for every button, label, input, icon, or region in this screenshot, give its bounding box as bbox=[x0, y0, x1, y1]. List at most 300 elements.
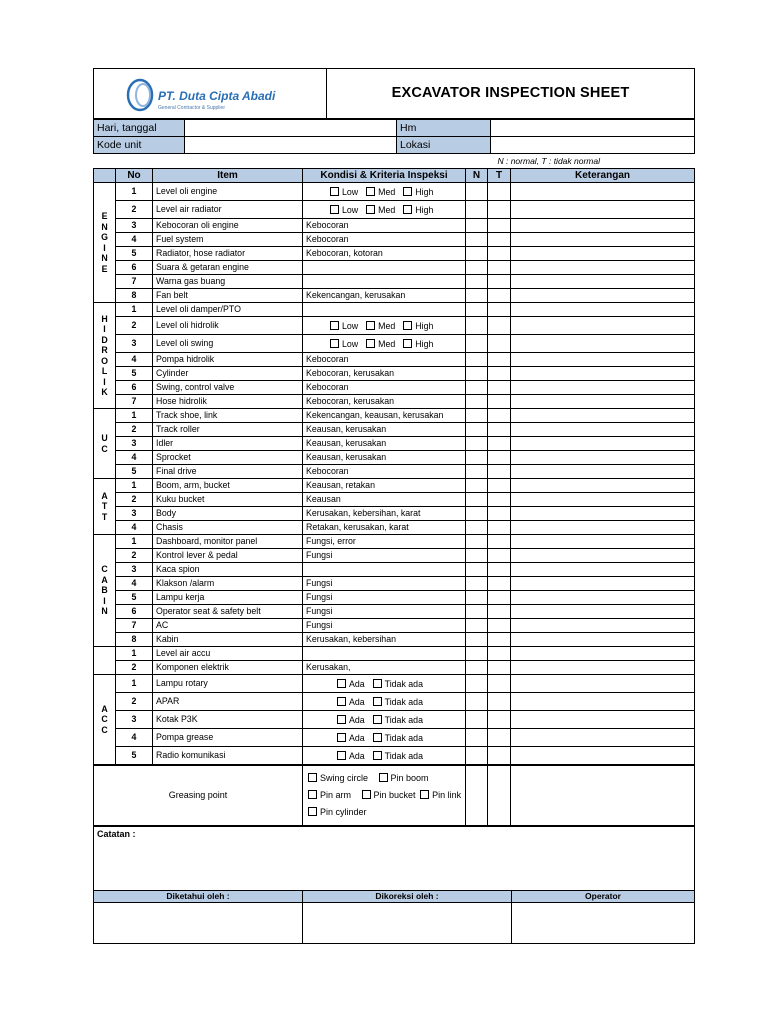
item-t-cell[interactable] bbox=[488, 451, 511, 465]
item-kondisi: Fungsi bbox=[303, 577, 466, 591]
item-kondisi: Kebocoran bbox=[303, 465, 466, 479]
item-t-cell[interactable] bbox=[488, 183, 511, 201]
col-keterangan: Keterangan bbox=[511, 169, 695, 183]
item-kondisi: Keausan bbox=[303, 493, 466, 507]
greasing-n[interactable] bbox=[466, 766, 488, 826]
item-keterangan-cell[interactable] bbox=[511, 747, 695, 765]
item-name: Kotak P3K bbox=[153, 711, 303, 729]
item-keterangan-cell[interactable] bbox=[511, 353, 695, 367]
item-no: 2 bbox=[116, 493, 153, 507]
item-n-cell[interactable] bbox=[466, 395, 488, 409]
item-n-cell[interactable] bbox=[466, 261, 488, 275]
item-keterangan-cell[interactable] bbox=[511, 201, 695, 219]
item-no: 1 bbox=[116, 183, 153, 201]
item-n-cell[interactable] bbox=[466, 711, 488, 729]
item-n-cell[interactable] bbox=[466, 493, 488, 507]
table-row bbox=[94, 493, 695, 507]
table-row bbox=[94, 647, 695, 661]
item-n-cell[interactable] bbox=[466, 647, 488, 661]
item-no: 2 bbox=[116, 661, 153, 675]
item-kondisi: Kekencangan, keausan, kerusakan bbox=[303, 409, 466, 423]
item-kondisi: Kebocoran, kerusakan bbox=[303, 395, 466, 409]
item-name: Dashboard, monitor panel bbox=[153, 535, 303, 549]
inspection-sheet bbox=[93, 68, 695, 944]
item-name: Operator seat & safety belt bbox=[153, 605, 303, 619]
item-no: 4 bbox=[116, 451, 153, 465]
item-keterangan-cell[interactable] bbox=[511, 549, 695, 563]
level-high-checkbox[interactable]: High bbox=[401, 205, 433, 215]
item-t-cell[interactable] bbox=[488, 381, 511, 395]
section-label: E N G I N E bbox=[94, 183, 116, 303]
item-t-cell[interactable] bbox=[488, 549, 511, 563]
item-keterangan-cell[interactable] bbox=[511, 219, 695, 233]
item-no: 6 bbox=[116, 261, 153, 275]
info-table bbox=[93, 119, 695, 154]
item-t-cell[interactable] bbox=[488, 507, 511, 521]
item-keterangan-cell[interactable] bbox=[511, 479, 695, 493]
item-kondisi: Fungsi bbox=[303, 619, 466, 633]
item-keterangan-cell[interactable] bbox=[511, 367, 695, 381]
lokasi-field[interactable] bbox=[491, 137, 695, 154]
level-med-checkbox[interactable]: Med bbox=[364, 321, 395, 331]
item-n-cell[interactable] bbox=[466, 317, 488, 335]
item-t-cell[interactable] bbox=[488, 661, 511, 675]
item-n-cell[interactable] bbox=[466, 437, 488, 451]
table-row bbox=[94, 633, 695, 647]
item-n-cell[interactable] bbox=[466, 183, 488, 201]
ada-ada-checkbox[interactable]: Ada bbox=[335, 751, 365, 761]
item-t-cell[interactable] bbox=[488, 289, 511, 303]
item-n-cell[interactable] bbox=[466, 465, 488, 479]
col-no: No bbox=[116, 169, 153, 183]
table-row bbox=[94, 409, 695, 423]
item-keterangan-cell[interactable] bbox=[511, 423, 695, 437]
item-n-cell[interactable] bbox=[466, 633, 488, 647]
item-n-cell[interactable] bbox=[466, 605, 488, 619]
item-t-cell[interactable] bbox=[488, 247, 511, 261]
item-keterangan-cell[interactable] bbox=[511, 521, 695, 535]
item-t-cell[interactable] bbox=[488, 201, 511, 219]
item-name: Chasis bbox=[153, 521, 303, 535]
cb-pin-boom[interactable]: Pin boom bbox=[377, 773, 429, 783]
item-keterangan-cell[interactable] bbox=[511, 465, 695, 479]
greasing-label: Greasing point bbox=[94, 766, 303, 826]
item-kondisi bbox=[303, 201, 466, 219]
item-name: Radiator, hose radiator bbox=[153, 247, 303, 261]
item-t-cell[interactable] bbox=[488, 535, 511, 549]
item-name: Pompa grease bbox=[153, 729, 303, 747]
col-t: T bbox=[488, 169, 511, 183]
item-kondisi: Kebocoran, kotoran bbox=[303, 247, 466, 261]
operator-label: Operator bbox=[512, 891, 695, 903]
item-no: 1 bbox=[116, 535, 153, 549]
header-table bbox=[93, 68, 695, 119]
lokasi-label: Lokasi bbox=[397, 137, 491, 154]
level-high-checkbox[interactable]: High bbox=[401, 339, 433, 349]
ada-ada-checkbox[interactable]: Ada bbox=[335, 697, 365, 707]
item-name: Pompa hidrolik bbox=[153, 353, 303, 367]
sheet-title: EXCAVATOR INSPECTION SHEET bbox=[327, 69, 695, 119]
item-no: 5 bbox=[116, 247, 153, 261]
item-name: Sprocket bbox=[153, 451, 303, 465]
item-n-cell[interactable] bbox=[466, 201, 488, 219]
col-section bbox=[94, 169, 116, 183]
item-keterangan-cell[interactable] bbox=[511, 275, 695, 289]
item-keterangan-cell[interactable] bbox=[511, 605, 695, 619]
item-name: Cylinder bbox=[153, 367, 303, 381]
item-no: 3 bbox=[116, 711, 153, 729]
item-no: 2 bbox=[116, 317, 153, 335]
item-name: Kabin bbox=[153, 633, 303, 647]
item-t-cell[interactable] bbox=[488, 633, 511, 647]
item-t-cell[interactable] bbox=[488, 675, 511, 693]
item-n-cell[interactable] bbox=[466, 335, 488, 353]
item-t-cell[interactable] bbox=[488, 335, 511, 353]
item-keterangan-cell[interactable] bbox=[511, 711, 695, 729]
item-no: 2 bbox=[116, 423, 153, 437]
hm-label: Hm bbox=[397, 120, 491, 137]
item-n-cell[interactable] bbox=[466, 451, 488, 465]
item-no: 7 bbox=[116, 275, 153, 289]
item-n-cell[interactable] bbox=[466, 591, 488, 605]
item-kondisi: Fungsi bbox=[303, 605, 466, 619]
item-t-cell[interactable] bbox=[488, 275, 511, 289]
table-row bbox=[94, 183, 695, 201]
logo-tagline: General Contractor & Supplier bbox=[158, 105, 225, 111]
table-row bbox=[94, 247, 695, 261]
item-no: 3 bbox=[116, 507, 153, 521]
item-keterangan-cell[interactable] bbox=[511, 261, 695, 275]
item-no: 5 bbox=[116, 747, 153, 765]
item-kondisi bbox=[303, 693, 466, 711]
item-t-cell[interactable] bbox=[488, 423, 511, 437]
item-no: 4 bbox=[116, 577, 153, 591]
hm-field[interactable] bbox=[491, 120, 695, 137]
ada-ada-checkbox[interactable]: Ada bbox=[335, 715, 365, 725]
table-row bbox=[94, 675, 695, 693]
item-keterangan-cell[interactable] bbox=[511, 647, 695, 661]
item-n-cell[interactable] bbox=[466, 693, 488, 711]
table-row bbox=[94, 563, 695, 577]
table-row bbox=[94, 591, 695, 605]
greasing-t[interactable] bbox=[488, 766, 511, 826]
item-keterangan-cell[interactable] bbox=[511, 451, 695, 465]
table-row bbox=[94, 303, 695, 317]
item-t-cell[interactable] bbox=[488, 747, 511, 765]
item-no: 4 bbox=[116, 353, 153, 367]
ada-tidak-ada-checkbox[interactable]: Tidak ada bbox=[371, 679, 423, 689]
table-row bbox=[94, 353, 695, 367]
item-kondisi: Keausan, kerusakan bbox=[303, 423, 466, 437]
item-name: Track shoe, link bbox=[153, 409, 303, 423]
item-name: Kebocoran oli engine bbox=[153, 219, 303, 233]
item-kondisi: Kebocoran bbox=[303, 381, 466, 395]
cb-pin-arm[interactable]: Pin arm bbox=[306, 790, 351, 800]
table-row bbox=[94, 395, 695, 409]
level-high-checkbox[interactable]: High bbox=[401, 321, 433, 331]
level-high-checkbox[interactable]: High bbox=[401, 187, 433, 197]
table-row bbox=[94, 437, 695, 451]
item-keterangan-cell[interactable] bbox=[511, 729, 695, 747]
table-row bbox=[94, 711, 695, 729]
item-n-cell[interactable] bbox=[466, 729, 488, 747]
item-n-cell[interactable] bbox=[466, 353, 488, 367]
dikoreksi-label: Dikoreksi oleh : bbox=[303, 891, 512, 903]
item-n-cell[interactable] bbox=[466, 675, 488, 693]
item-keterangan-cell[interactable] bbox=[511, 303, 695, 317]
table-row bbox=[94, 289, 695, 303]
table-row bbox=[94, 661, 695, 675]
item-keterangan-cell[interactable] bbox=[511, 619, 695, 633]
item-kondisi: Kerusakan, bbox=[303, 661, 466, 675]
item-no: 6 bbox=[116, 605, 153, 619]
item-t-cell[interactable] bbox=[488, 219, 511, 233]
ada-ada-checkbox[interactable]: Ada bbox=[335, 679, 365, 689]
ada-tidak-ada-checkbox[interactable]: Tidak ada bbox=[371, 733, 423, 743]
footer-table bbox=[93, 826, 695, 944]
item-t-cell[interactable] bbox=[488, 647, 511, 661]
item-t-cell[interactable] bbox=[488, 261, 511, 275]
item-name: Hose hidrolik bbox=[153, 395, 303, 409]
table-row bbox=[94, 261, 695, 275]
item-t-cell[interactable] bbox=[488, 367, 511, 381]
item-t-cell[interactable] bbox=[488, 577, 511, 591]
item-keterangan-cell[interactable] bbox=[511, 437, 695, 451]
item-t-cell[interactable] bbox=[488, 465, 511, 479]
item-keterangan-cell[interactable] bbox=[511, 563, 695, 577]
cb-pin-bucket[interactable]: Pin bucket bbox=[360, 790, 416, 800]
item-name: Boom, arm, bucket bbox=[153, 479, 303, 493]
item-no: 4 bbox=[116, 521, 153, 535]
section-label: C A B I N bbox=[94, 535, 116, 647]
table-row bbox=[94, 451, 695, 465]
item-t-cell[interactable] bbox=[488, 563, 511, 577]
item-kondisi: Fungsi bbox=[303, 591, 466, 605]
item-keterangan-cell[interactable] bbox=[511, 661, 695, 675]
section-label: U C bbox=[94, 409, 116, 479]
item-t-cell[interactable] bbox=[488, 409, 511, 423]
item-no: 1 bbox=[116, 409, 153, 423]
item-no: 1 bbox=[116, 479, 153, 493]
table-row bbox=[94, 693, 695, 711]
section-label: H I D R O L I K bbox=[94, 303, 116, 409]
item-n-cell[interactable] bbox=[466, 521, 488, 535]
diketahui-label: Diketahui oleh : bbox=[94, 891, 303, 903]
item-kondisi bbox=[303, 675, 466, 693]
item-kondisi: Kebocoran bbox=[303, 219, 466, 233]
item-t-cell[interactable] bbox=[488, 493, 511, 507]
item-no: 5 bbox=[116, 465, 153, 479]
item-kondisi: Kebocoran bbox=[303, 233, 466, 247]
item-t-cell[interactable] bbox=[488, 521, 511, 535]
item-kondisi bbox=[303, 729, 466, 747]
item-keterangan-cell[interactable] bbox=[511, 591, 695, 605]
item-name: Warna gas buang bbox=[153, 275, 303, 289]
level-med-checkbox[interactable]: Med bbox=[364, 339, 395, 349]
item-no: 7 bbox=[116, 619, 153, 633]
item-no: 3 bbox=[116, 437, 153, 451]
item-kondisi bbox=[303, 261, 466, 275]
item-kondisi: Keausan, kerusakan bbox=[303, 451, 466, 465]
item-keterangan-cell[interactable] bbox=[511, 247, 695, 261]
item-t-cell[interactable] bbox=[488, 693, 511, 711]
table-row bbox=[94, 275, 695, 289]
item-no: 3 bbox=[116, 219, 153, 233]
item-n-cell[interactable] bbox=[466, 661, 488, 675]
item-name: Level oli hidrolik bbox=[153, 317, 303, 335]
item-n-cell[interactable] bbox=[466, 409, 488, 423]
item-keterangan-cell[interactable] bbox=[511, 675, 695, 693]
item-name: Track roller bbox=[153, 423, 303, 437]
item-t-cell[interactable] bbox=[488, 395, 511, 409]
item-no: 3 bbox=[116, 335, 153, 353]
item-n-cell[interactable] bbox=[466, 289, 488, 303]
item-n-cell[interactable] bbox=[466, 747, 488, 765]
item-n-cell[interactable] bbox=[466, 479, 488, 493]
item-n-cell[interactable] bbox=[466, 367, 488, 381]
greasing-table bbox=[93, 765, 695, 826]
item-no: 8 bbox=[116, 633, 153, 647]
item-n-cell[interactable] bbox=[466, 219, 488, 233]
item-keterangan-cell[interactable] bbox=[511, 289, 695, 303]
item-no: 7 bbox=[116, 395, 153, 409]
item-name: Suara & getaran engine bbox=[153, 261, 303, 275]
section-label: A C C bbox=[94, 675, 116, 765]
item-name: Lampu kerja bbox=[153, 591, 303, 605]
item-keterangan-cell[interactable] bbox=[511, 633, 695, 647]
item-t-cell[interactable] bbox=[488, 303, 511, 317]
item-n-cell[interactable] bbox=[466, 275, 488, 289]
item-kondisi: Kekencangan, kerusakan bbox=[303, 289, 466, 303]
hari-tanggal-field[interactable] bbox=[185, 120, 397, 137]
item-n-cell[interactable] bbox=[466, 233, 488, 247]
item-n-cell[interactable] bbox=[466, 535, 488, 549]
item-n-cell[interactable] bbox=[466, 577, 488, 591]
table-row bbox=[94, 335, 695, 353]
item-keterangan-cell[interactable] bbox=[511, 577, 695, 591]
item-t-cell[interactable] bbox=[488, 729, 511, 747]
item-kondisi: Kebocoran bbox=[303, 353, 466, 367]
greasing-options bbox=[303, 766, 466, 826]
item-no: 2 bbox=[116, 549, 153, 563]
item-name: Body bbox=[153, 507, 303, 521]
item-kondisi bbox=[303, 183, 466, 201]
item-name: Level air radiator bbox=[153, 201, 303, 219]
item-t-cell[interactable] bbox=[488, 605, 511, 619]
section-label bbox=[94, 647, 116, 675]
item-keterangan-cell[interactable] bbox=[511, 395, 695, 409]
level-low-checkbox[interactable]: Low bbox=[328, 187, 358, 197]
item-name: Swing, control valve bbox=[153, 381, 303, 395]
cb-pin-cylinder[interactable]: Pin cylinder bbox=[306, 807, 367, 817]
item-keterangan-cell[interactable] bbox=[511, 317, 695, 335]
ada-tidak-ada-checkbox[interactable]: Tidak ada bbox=[371, 715, 423, 725]
table-row bbox=[94, 423, 695, 437]
operator-signature[interactable] bbox=[512, 903, 695, 944]
catatan-field[interactable]: Catatan : bbox=[94, 827, 695, 891]
kode-unit-field[interactable] bbox=[185, 137, 397, 154]
item-keterangan-cell[interactable] bbox=[511, 693, 695, 711]
item-keterangan-cell[interactable] bbox=[511, 183, 695, 201]
ada-tidak-ada-checkbox[interactable]: Tidak ada bbox=[371, 751, 423, 761]
item-n-cell[interactable] bbox=[466, 303, 488, 317]
item-kondisi bbox=[303, 563, 466, 577]
item-no: 4 bbox=[116, 233, 153, 247]
item-n-cell[interactable] bbox=[466, 247, 488, 261]
cb-pin-link[interactable]: Pin link bbox=[418, 790, 461, 800]
cb-swing-circle[interactable]: Swing circle bbox=[306, 773, 368, 783]
dikoreksi-signature[interactable] bbox=[303, 903, 512, 944]
inspection-table bbox=[93, 168, 695, 765]
item-n-cell[interactable] bbox=[466, 563, 488, 577]
ada-tidak-ada-checkbox[interactable]: Tidak ada bbox=[371, 697, 423, 707]
item-t-cell[interactable] bbox=[488, 233, 511, 247]
table-row bbox=[94, 367, 695, 381]
item-kondisi: Keausan, retakan bbox=[303, 479, 466, 493]
item-keterangan-cell[interactable] bbox=[511, 335, 695, 353]
level-med-checkbox[interactable]: Med bbox=[364, 205, 395, 215]
item-no: 1 bbox=[116, 675, 153, 693]
ada-ada-checkbox[interactable]: Ada bbox=[335, 733, 365, 743]
item-t-cell[interactable] bbox=[488, 479, 511, 493]
item-t-cell[interactable] bbox=[488, 437, 511, 451]
item-keterangan-cell[interactable] bbox=[511, 493, 695, 507]
item-kondisi: Kerusakan, kebersihan bbox=[303, 633, 466, 647]
item-no: 2 bbox=[116, 201, 153, 219]
item-name: Idler bbox=[153, 437, 303, 451]
table-row bbox=[94, 219, 695, 233]
item-name: Komponen elektrik bbox=[153, 661, 303, 675]
table-row bbox=[94, 479, 695, 493]
table-row bbox=[94, 381, 695, 395]
table-row bbox=[94, 201, 695, 219]
level-low-checkbox[interactable]: Low bbox=[328, 321, 358, 331]
item-keterangan-cell[interactable] bbox=[511, 507, 695, 521]
item-keterangan-cell[interactable] bbox=[511, 535, 695, 549]
table-row bbox=[94, 233, 695, 247]
item-t-cell[interactable] bbox=[488, 353, 511, 367]
item-n-cell[interactable] bbox=[466, 549, 488, 563]
logo-cell bbox=[94, 69, 327, 119]
item-name: APAR bbox=[153, 693, 303, 711]
item-n-cell[interactable] bbox=[466, 381, 488, 395]
item-name: Kaca spion bbox=[153, 563, 303, 577]
col-item: Item bbox=[153, 169, 303, 183]
item-no: 8 bbox=[116, 289, 153, 303]
item-n-cell[interactable] bbox=[466, 619, 488, 633]
item-keterangan-cell[interactable] bbox=[511, 381, 695, 395]
item-t-cell[interactable] bbox=[488, 619, 511, 633]
level-low-checkbox[interactable]: Low bbox=[328, 339, 358, 349]
item-n-cell[interactable] bbox=[466, 423, 488, 437]
item-kondisi: Kerusakan, kebersihan, karat bbox=[303, 507, 466, 521]
item-name: Lampu rotary bbox=[153, 675, 303, 693]
level-med-checkbox[interactable]: Med bbox=[364, 187, 395, 197]
item-keterangan-cell[interactable] bbox=[511, 409, 695, 423]
item-no: 5 bbox=[116, 367, 153, 381]
item-t-cell[interactable] bbox=[488, 317, 511, 335]
diketahui-signature[interactable] bbox=[94, 903, 303, 944]
item-t-cell[interactable] bbox=[488, 591, 511, 605]
item-kondisi: Fungsi, error bbox=[303, 535, 466, 549]
item-t-cell[interactable] bbox=[488, 711, 511, 729]
item-n-cell[interactable] bbox=[466, 507, 488, 521]
item-keterangan-cell[interactable] bbox=[511, 233, 695, 247]
hari-tanggal-label: Hari, tanggal bbox=[94, 120, 185, 137]
item-name: Fuel system bbox=[153, 233, 303, 247]
level-low-checkbox[interactable]: Low bbox=[328, 205, 358, 215]
greasing-keterangan[interactable] bbox=[511, 766, 695, 826]
